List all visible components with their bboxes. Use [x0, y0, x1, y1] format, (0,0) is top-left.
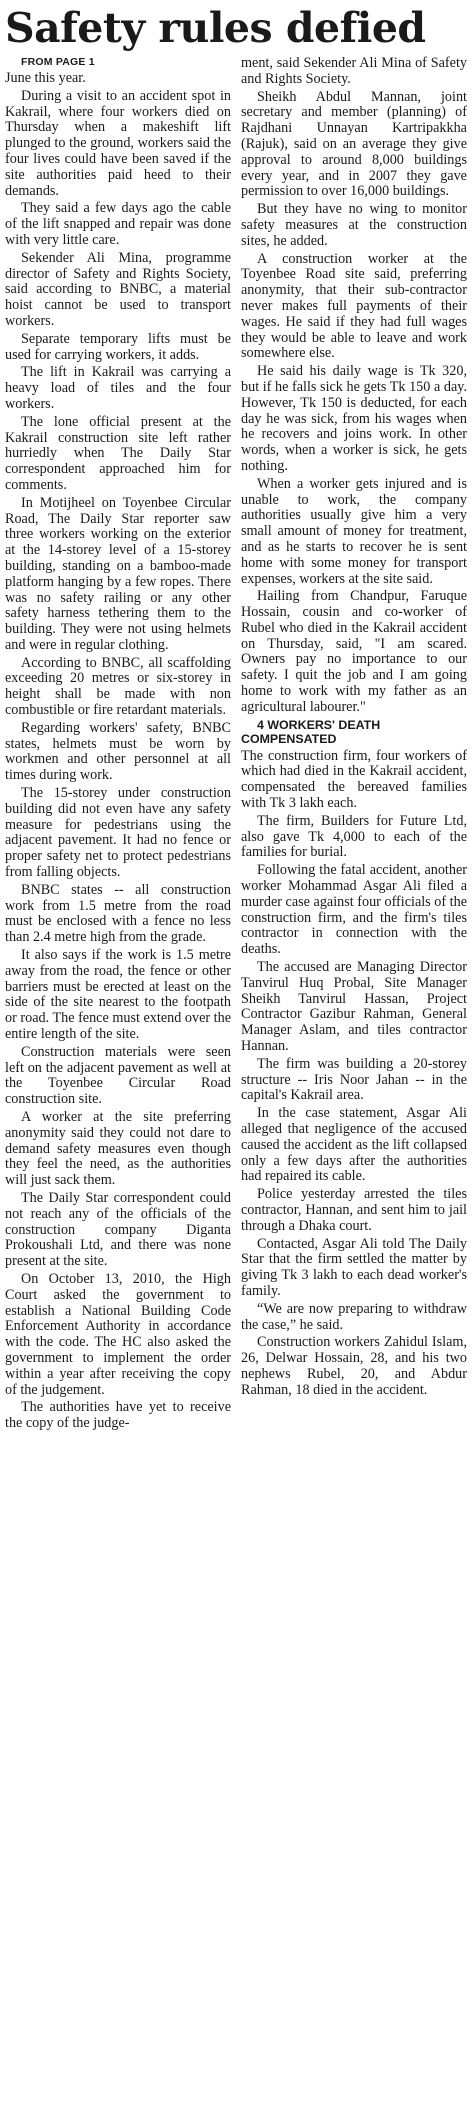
- paragraph: June this year.: [5, 70, 86, 86]
- paragraph: Construction materials were seen left on the adjacent pavement as well at the Toyenbee Circular Road construction site.: [5, 1043, 231, 1108]
- paragraph: The lone official present at the Kakrail construction site left rather hurriedly when The Daily Star correspondent approached him for comments.: [5, 413, 231, 493]
- paragraph: On October 13, 2010, the High Court asked the government to establish a National Building Code Enforcement Authority in accordance with the code. The HC also asked the government to implement the order within a year after receiving the copy of the judgement.: [5, 1270, 231, 1398]
- subhead: 4 WORKERS' DEATH COMPENSATED: [241, 717, 381, 747]
- paragraph: The firm, Builders for Future Ltd, also gave Tk 4,000 to each of the families for burial.: [241, 812, 467, 861]
- paragraph: Regarding workers' safety, BNBC states, helmets must be worn by workmen and other personnel at all times during work.: [5, 719, 231, 784]
- paragraph: The lift in Kakrail was carrying a heavy load of tiles and the four workers.: [5, 364, 231, 412]
- paragraph: He said his daily wage is Tk 320, but if he falls sick he gets Tk 150 a day. However, Tk 150 is deducted, for each day he was sick, from his wages when he recovers and joins work. In other words, when a worker is sick, he gets nothing.: [241, 363, 467, 474]
- paragraph: The accused are Managing Director Tanvirul Huq Probal, Site Manager Sheikh Tanvirul Hassan, Project Contractor Gazibur Rahman, General Manager Aslam, and tiles contractor Hannan.: [241, 959, 467, 1055]
- paragraph: During a visit to an accident spot in Kakrail, where four workers died on Thursday when a makeshift lift plunged to the ground, workers said the four lives could have been saved if the site authorities paid heed to their demands.: [5, 87, 231, 199]
- paragraph: The 15-storey under construction building did not even have any safety measure for pedestrians using the adjacent pavement. It had no fence or proper safety net to protect pedestrians from falling objects.: [5, 785, 231, 881]
- paragraph: Contacted, Asgar Ali told The Daily Star that the firm settled the matter by giving Tk 3 lakh to each dead worker's family.: [241, 1235, 467, 1299]
- paragraph: But they have no wing to monitor safety measures at the construction sites, he added.: [241, 201, 467, 249]
- paragraph: The construction firm, four workers of which had died in the Kakrail accident, compensated the bereaved families with Tk 3 lakh each.: [241, 747, 467, 812]
- paragraph: In the case statement, Asgar Ali alleged that negligence of the accused caused the accident as the lift collapsed only a few days after the authorities had repaired its cable.: [241, 1105, 467, 1185]
- paragraph: Hailing from Chandpur, Faruque Hossain, cousin and co-worker of Rubel who died in the Kakrail accident on Thursday, said, "I am scared. Owners pay no importance to our safety. I quit the job and I am going home to work with my father as an agricultural labourer.": [241, 588, 467, 715]
- paragraph: They said a few days ago the cable of the lift snapped and repair was done with very little care.: [5, 200, 231, 248]
- paragraph: It also says if the work is 1.5 metre away from the road, the fence or other barriers must be erected at least on the side of the site nearest to the footpath or road. The fence must extend over the entire length of the site.: [5, 947, 231, 1043]
- paragraph: Sekender Ali Mina, programme director of Safety and Rights Society, said according to BNBC, a material hoist cannot be used to transport workers.: [5, 249, 231, 329]
- paragraph: Sheikh Abdul Mannan, joint secretary and member (planning) of Rajdhani Unnayan Kartripakkha (Rajuk), said on an average they give approval to around 8,000 buildings every year, and in 2007 they gave permission to over 16,000 buildings.: [241, 88, 467, 200]
- right-column: [241, 56, 467, 1434]
- paragraph: ment, said Sekender Ali Mina of Safety and Rights Society.: [241, 55, 467, 87]
- paragraph: Police yesterday arrested the tiles contractor, Hannan, and sent him to jail through a Dhaka court.: [241, 1186, 467, 1234]
- paragraph: When a worker gets injured and is unable to work, the company authorities usually give him a very small amount of money for treatment, and as he starts to recover he is sent home with some money for transport expenses, workers at the site said.: [241, 475, 467, 587]
- paragraph: Following the fatal accident, another worker Mohammad Asgar Ali filed a murder case against four officials of the construction firm, and the firm's tiles contractor in connection with the deaths.: [241, 862, 467, 958]
- paragraph: A construction worker at the Toyenbee Road site said, preferring anonymity, that their sub-contractor never makes full payments of their wages. He said if they had full wages they would be able to leave and work somewhere else.: [241, 250, 467, 362]
- headline: Safety rules defied: [5, 4, 426, 52]
- paragraph: In Motijheel on Toyenbee Circular Road, The Daily Star reporter saw three workers working on the exterior at the 14-storey level of a 15-storey building, standing on a bamboo-made platform hanging by a few ropes. There was no safety railing or any other safety harness tethering them to the building. They were not using helmets and were in regular clothing.: [5, 494, 231, 653]
- left-column: [5, 56, 231, 1434]
- paragraph: Separate temporary lifts must be used for carrying workers, it adds.: [5, 330, 231, 363]
- paragraph: The firm was building a 20-storey structure -- Iris Noor Jahan -- in the capital's Kakrail area.: [241, 1055, 467, 1104]
- paragraph: The authorities have yet to receive the copy of the judge-: [5, 1399, 231, 1432]
- paragraph: BNBC states -- all construction work from 1.5 metre from the road must be enclosed with a fence no less than 2.4 metre high from the grade.: [5, 881, 231, 946]
- paragraph: “We are now preparing to withdraw the case,” he said.: [241, 1300, 467, 1333]
- paragraph: According to BNBC, all scaffolding exceeding 20 metres or six-storey in height shall be made with non combustible or fire retardant materials.: [5, 654, 231, 719]
- paragraph: The Daily Star correspondent could not reach any of the officials of the construction company Diganta Prokoushali Ltd, and there was none present at the site.: [5, 1189, 231, 1270]
- paragraph: A worker at the site preferring anonymity said they could not dare to demand safety measures even though they feel the need, as the authorities will just sack them.: [5, 1109, 231, 1189]
- continuation-label: FROM PAGE 1: [21, 56, 95, 68]
- paragraph: Construction workers Zahidul Islam, 26, Delwar Hossain, 28, and his two nephews Rubel, 20, and Abdur Rahman, 18 died in the accident.: [241, 1334, 467, 1398]
- article-columns: [5, 56, 467, 1434]
